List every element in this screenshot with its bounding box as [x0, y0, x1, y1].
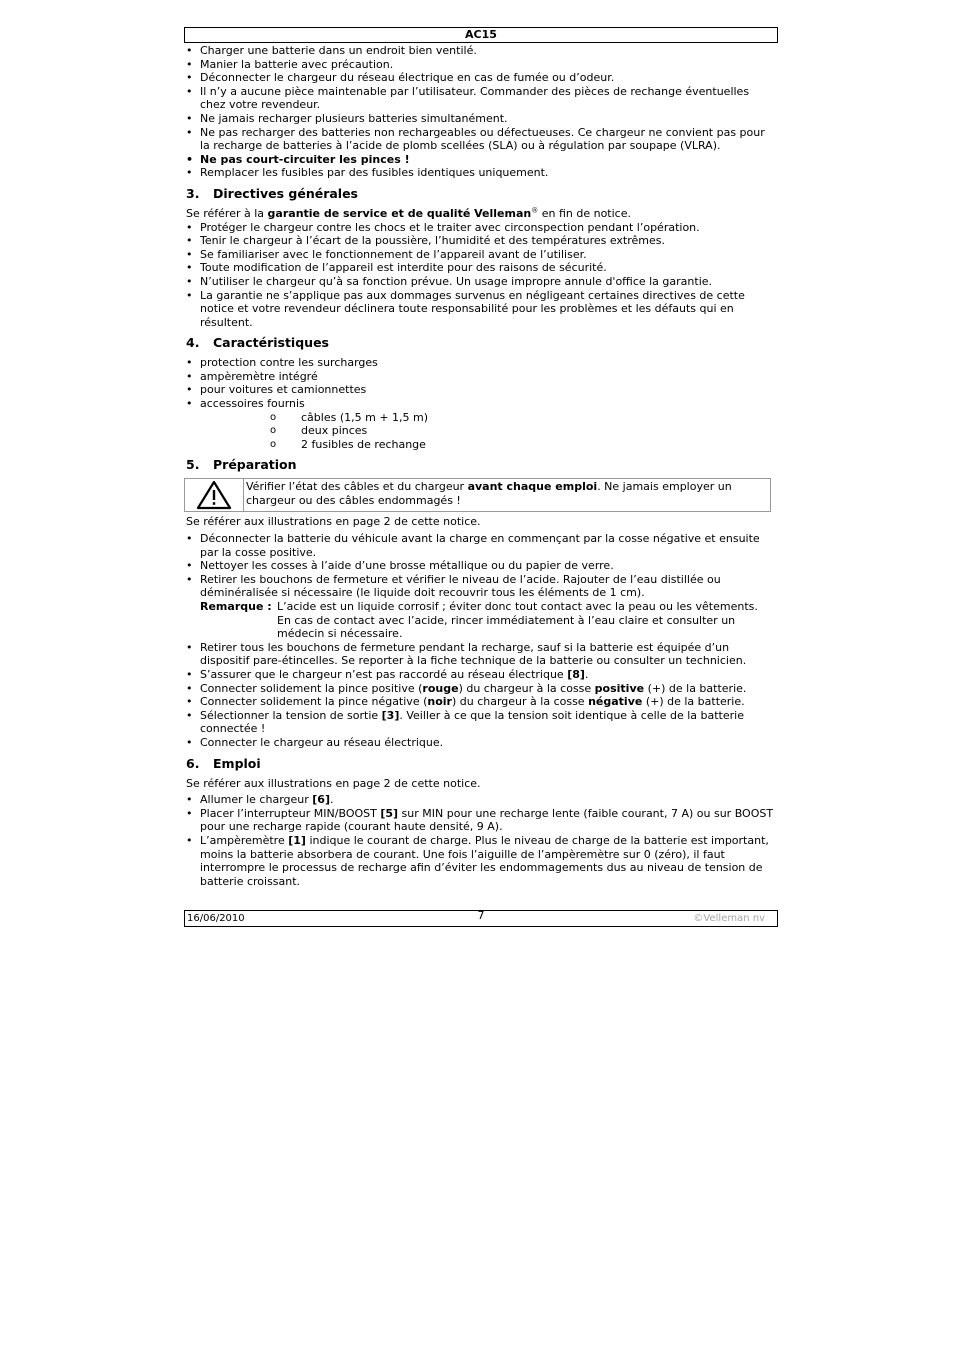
- warning-icon: [185, 479, 244, 511]
- page-header: [184, 27, 778, 43]
- general-guidelines-list: [184, 221, 774, 330]
- list-item: • Déconnecter la batterie du véhicule avant la charge en commençant par la cosse négative et ensuite par la cosse positive.: [184, 532, 774, 559]
- list-item: • Ne pas court-circuiter les pinces !: [184, 153, 774, 167]
- list-item: • accessoires fournis: [184, 397, 774, 411]
- preparation-list: [184, 532, 774, 750]
- section-intro: Se référer à la garantie de service et de qualité Velleman® en fin de notice.: [186, 206, 631, 220]
- page-content: [184, 44, 774, 888]
- list-item: • Placer l’interrupteur MIN/BOOST [5] sur MIN pour une recharge lente (faible courant, 7 A) ou sur BOOST pour une recharge rapide (courant haute densité, 9 A).: [184, 807, 774, 834]
- list-item: • Allumer le chargeur [6].: [184, 793, 774, 807]
- operation-list: [184, 793, 774, 888]
- list-item: • Charger une batterie dans un endroit bien ventilé.: [184, 44, 774, 58]
- list-item: • Il n’y a aucune pièce maintenable par l’utilisateur. Commander des pièces de rechange éventuelles chez votre revendeur.: [184, 85, 774, 112]
- page-footer: [184, 910, 778, 927]
- model-label: AC15: [465, 28, 497, 41]
- footer-copyright: ©Velleman nv: [693, 913, 765, 924]
- list-item: • Retirer tous les bouchons de fermeture pendant la recharge, sauf si la batterie est équipée d’un dispositif pare-étincelles. Se reporter à la fiche technique de la batterie ou consulter un technicien.: [184, 641, 774, 668]
- list-item: • Toute modification de l’appareil est interdite pour des raisons de sécurité.: [184, 261, 774, 275]
- list-item: • Nettoyer les cosses à l’aide d’une brosse métallique ou du papier de verre.: [184, 559, 774, 573]
- list-item: • L’ampèremètre [1] indique le courant de charge. Plus le niveau de charge de la batterie est important, moins la batterie absorbera de courant. Une fois l’aiguille de l’ampèremètre sur 0 (zéro), il faut interrompre le processus de recharge afin d’éviter les endommagements dus au niveau de tension de batterie croissant.: [184, 834, 774, 888]
- list-item: • La garantie ne s’applique pas aux dommages survenus en négligeant certaines directives de cette notice et votre revendeur déclinera toute responsabilité pour les problèmes et les défauts qui en résultent.: [184, 289, 774, 330]
- list-item: • Retirer les bouchons de fermeture et vérifier le niveau de l’acide. Rajouter de l’eau distillée ou déminéralisée si nécessaire (le liquide doit recouvrir tous les éléments de 1 cm). Remarque : L’acide est un liquide corrosif ; éviter donc tout contact avec la peau ou les vêtements. En cas de contact avec l’acide, rincer immédiatement à l’eau claire et consulter un médecin si nécessaire.: [184, 573, 774, 641]
- list-item: • Remplacer les fusibles par des fusibles identiques uniquement.: [184, 166, 774, 180]
- section-heading-6: 6. Emploi: [186, 755, 261, 771]
- list-item: • Ne jamais recharger plusieurs batteries simultanément.: [184, 112, 774, 126]
- list-item: • protection contre les surcharges: [184, 356, 774, 370]
- accessories-list: [184, 411, 774, 452]
- list-item: o 2 fusibles de rechange: [270, 438, 774, 452]
- list-item: • Se familiariser avec le fonctionnement de l’appareil avant de l’utiliser.: [184, 248, 774, 262]
- see-illustrations: Se référer aux illustrations en page 2 de cette notice.: [186, 776, 481, 790]
- section-heading-4: 4. Caractéristiques: [186, 335, 329, 351]
- list-item: • Tenir le chargeur à l’écart de la poussière, l’humidité et des températures extrêmes.: [184, 234, 774, 248]
- warning-box: [184, 478, 771, 512]
- remark-label: Remarque :: [200, 600, 272, 613]
- features-list: [184, 356, 774, 410]
- section-heading-5: 5. Préparation: [186, 457, 297, 473]
- list-item: • Sélectionner la tension de sortie [3]. Veiller à ce que la tension soit identique à celle de la batterie connectée !: [184, 709, 774, 736]
- remark-text: L’acide est un liquide corrosif ; éviter donc tout contact avec la peau ou les vêtements. En cas de contact avec l’acide, rincer immédiatement à l’eau claire et consulter un médecin si nécessaire.: [277, 600, 758, 641]
- page-number: 7: [477, 909, 485, 922]
- list-item: • N’utiliser le chargeur qu’à sa fonction prévue. Un usage impropre annule d'office la garantie.: [184, 275, 774, 289]
- safety-list: [184, 44, 774, 180]
- warning-text: Vérifier l’état des câbles et du chargeur avant chaque emploi. Ne jamais employer un chargeur ou des câbles endommagés !: [246, 480, 732, 508]
- list-item: • Connecter le chargeur au réseau électrique.: [184, 736, 774, 750]
- list-item: • Connecter solidement la pince négative (noir) du chargeur à la cosse négative (+) de la batterie.: [184, 695, 774, 709]
- list-item: • Manier la batterie avec précaution.: [184, 58, 774, 72]
- section-heading-3: 3. Directives générales: [186, 185, 358, 201]
- list-item: • S’assurer que le chargeur n’est pas raccordé au réseau électrique [8].: [184, 668, 774, 682]
- list-item: • Déconnecter le chargeur du réseau électrique en cas de fumée ou d’odeur.: [184, 71, 774, 85]
- list-item: • ampèremètre intégré: [184, 370, 774, 384]
- list-item: • Protéger le chargeur contre les chocs et le traiter avec circonspection pendant l’opération.: [184, 221, 774, 235]
- list-item: • pour voitures et camionnettes: [184, 383, 774, 397]
- remark: [200, 600, 774, 641]
- list-item: o câbles (1,5 m + 1,5 m): [270, 411, 774, 425]
- see-illustrations: Se référer aux illustrations en page 2 de cette notice.: [186, 515, 481, 529]
- list-item: • Ne pas recharger des batteries non rechargeables ou défectueuses. Ce chargeur ne convient pas pour la recharge de batteries à l’acide de plomb scellées (SLA) ou à régulation par soupape (VLRA).: [184, 126, 774, 153]
- list-item: • Connecter solidement la pince positive (rouge) du chargeur à la cosse positive (+) de la batterie.: [184, 682, 774, 696]
- list-item: o deux pinces: [270, 424, 774, 438]
- footer-date: 16/06/2010: [187, 913, 245, 924]
